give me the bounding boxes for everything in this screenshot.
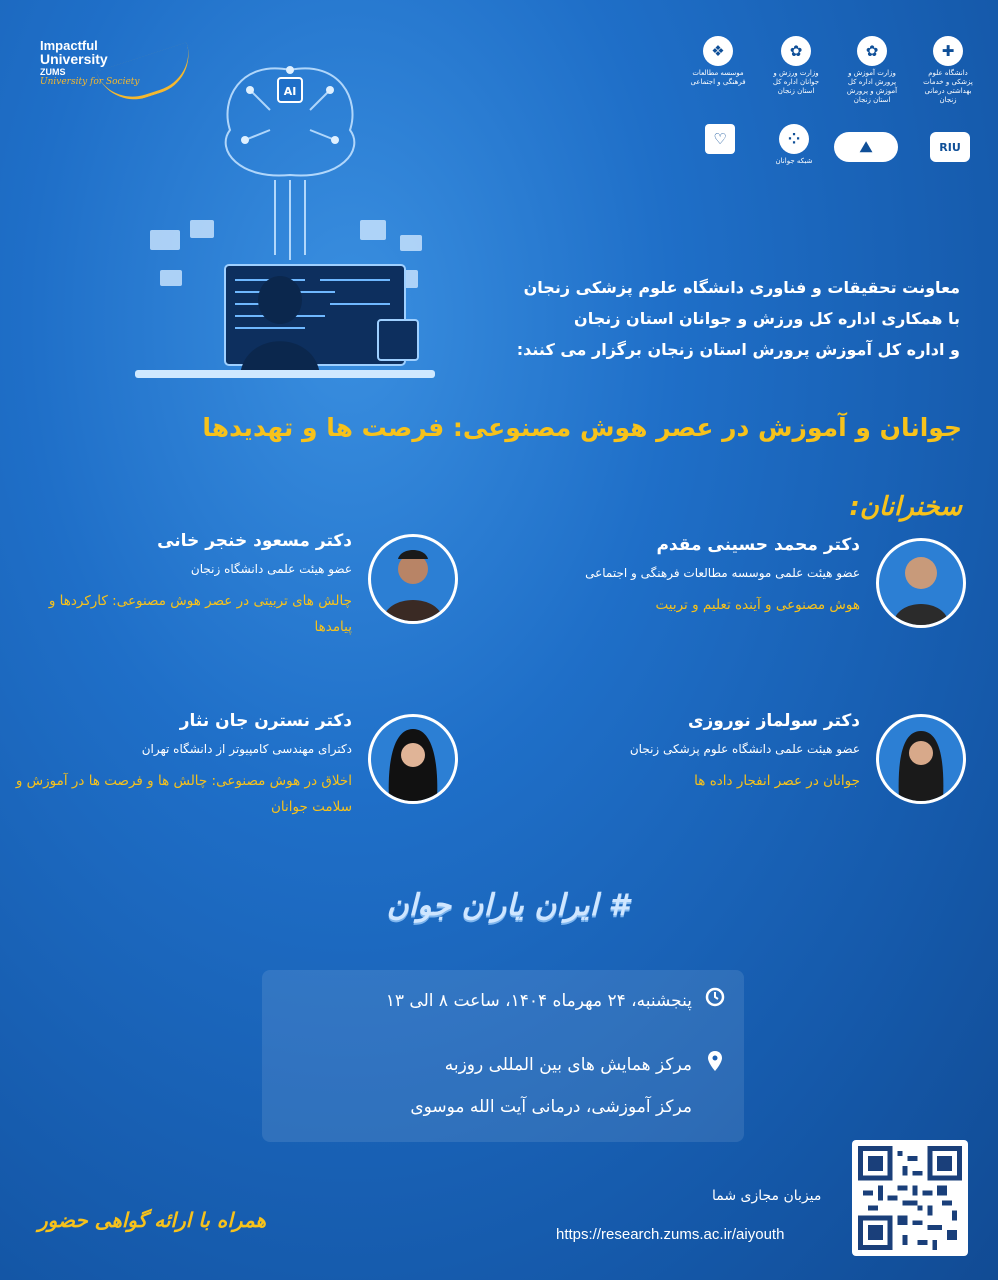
university-icon: ✚ [933,36,963,66]
partner-logo-education [842,36,902,105]
speaker-name: دکتر نسترن جان نثار [179,711,352,731]
partner-logo-zums [918,36,978,105]
speaker-photo [876,538,966,628]
riu-icon: RIU [930,132,970,162]
speaker-topic: اخلاق در هوش مصنوعی: چالش ها و فرصت ها در آموزش و سلامت جوانان [15,773,352,815]
partner-logo-sports [766,36,826,96]
partner-logo-riu [920,132,980,162]
emblem-icon: ✿ [857,36,887,66]
speaker-topic: جوانان در عصر انفجار داده ها [694,773,860,789]
speaker-role: عضو هیئت علمی موسسه مطالعات فرهنگی و اجتماعی [585,566,860,580]
event-venue-row [410,1050,726,1122]
speaker-photo [876,714,966,804]
event-datetime: پنجشنبه، ۲۴ مهرماه ۱۴۰۴، ساعت ۸ الی ۱۳ [385,991,692,1011]
brand-line3: ZUMS [40,67,66,77]
heart-icon: ♡ [705,124,735,154]
host-label: میزبان مجازی شما [712,1188,822,1204]
partner-caption: دانشگاه علوم پزشکی و خدمات بهداشتی درمانی زنجان [923,69,973,104]
institute-icon: ❖ [703,36,733,66]
event-venue-line: مرکز همایش های بین المللی روزبه [444,1055,692,1075]
certificate-note: همراه با ارائه گواهی حضور [38,1208,267,1232]
speaker-topic: هوش مصنوعی و آینده تعلیم و تربیت [655,597,860,613]
event-info-box [262,970,744,1142]
brand-line2: University [40,51,108,67]
organizers-intro [400,272,960,365]
partner-logo-heart [690,124,750,154]
mountain-icon: ⛰ [834,132,898,162]
ai-chip-label: AI [283,85,297,98]
intro-line: و اداره کل آموزش پرورش استان زنجان برگزار می کنند: [516,340,960,359]
event-title: جوانان و آموزش در عصر هوش مصنوعی: فرصت ها و تهدیدها [202,413,962,442]
speaker-role: عضو هیئت علمی دانشگاه زنجان [190,562,352,576]
speakers-heading: سخنرانان: [849,492,962,522]
event-url-link[interactable]: https://research.zums.ac.ir/aiyouth [556,1226,785,1243]
partner-logo-institute [688,36,748,87]
partner-caption: وزارت آموزش و پرورش اداره کل آموزش و پرورش استان زنجان [846,69,898,104]
speaker-role: عضو هیئت علمی دانشگاه علوم پزشکی زنجان [629,742,860,756]
event-venue-line: مرکز آموزشی، درمانی آیت الله موسوی [410,1097,692,1117]
speaker-name: دکتر سولماز نوروزی [687,711,860,731]
brand-tagline: University for Society [40,77,140,87]
speaker-photo [368,714,458,804]
hashtag: # ایران یاران جوان [386,888,630,923]
qr-code[interactable] [852,1140,968,1256]
speaker-photo [368,534,458,624]
partner-logo-mountain [836,132,896,162]
speaker-card [526,532,966,642]
partner-caption: وزارت ورزش و جوانان اداره کل استان زنجان [772,69,820,95]
clock-icon [704,986,726,1008]
network-icon: ⁘ [779,124,809,154]
intro-line: با همکاری اداره کل ورزش و جوانان استان زنجان [574,309,960,328]
brand-line1: Impactful [40,38,98,53]
speaker-name: دکتر مسعود خنجر خانی [157,531,352,551]
speaker-role: دکترای مهندسی کامپیوتر از دانشگاه تهران [141,742,352,756]
speaker-card [526,708,966,818]
partner-logo-network [764,124,824,166]
partner-caption: موسسه مطالعات فرهنگی و اجتماعی [690,69,746,86]
speaker-card [15,708,458,818]
event-datetime-row [386,986,726,1016]
speaker-card [18,528,458,638]
intro-line: معاونت تحقیقات و فناوری دانشگاه علوم پزشکی زنجان [523,278,960,297]
location-pin-icon [704,1050,726,1072]
speaker-topic: چالش های تربیتی در عصر هوش مصنوعی: کارکردها و پیامدها [48,593,352,635]
speaker-name: دکتر محمد حسینی مقدم [656,535,860,555]
emblem-icon: ✿ [781,36,811,66]
partner-caption: شبکه جوانان [775,157,813,165]
